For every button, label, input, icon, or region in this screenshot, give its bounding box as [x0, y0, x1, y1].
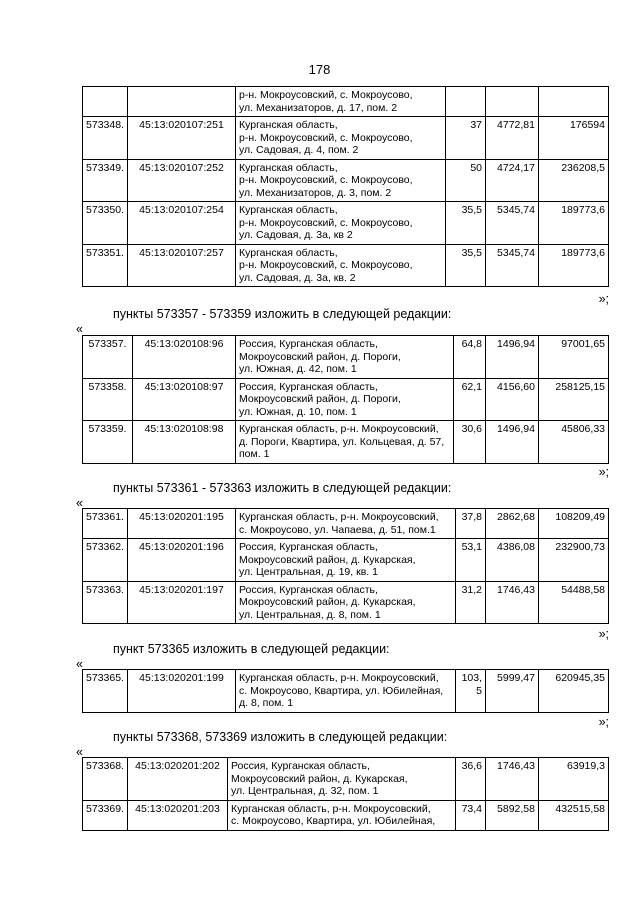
area-cell: 73,4: [456, 800, 486, 830]
rate-cell: 5345,74: [486, 202, 539, 245]
address-line: Курганская область,: [239, 246, 338, 259]
rate-cell: 1496,94: [486, 421, 539, 464]
cadastral-number-cell: 45:13:020108:98: [133, 421, 236, 464]
cadastral-number-cell: 45:13:020108:96: [133, 336, 236, 379]
rate-cell: 5892,58: [486, 800, 539, 830]
address-line: Мокроусовский район, д. Пороги,: [239, 393, 401, 405]
table-row: [83, 758, 609, 801]
area-cell: 35,5: [446, 244, 486, 287]
rate-cell: 1496,94: [486, 336, 539, 379]
rate-cell: [486, 87, 539, 117]
area-cell: 37,8: [456, 509, 486, 539]
table-row: [83, 202, 609, 245]
value-cell: 176594: [539, 117, 609, 160]
opening-quote-mark: «: [76, 322, 83, 336]
address-line: р-н. Мокроусовский, с. Мокроусово,: [239, 259, 413, 271]
address-line: Мокроусовский район, д. Кукарская,: [231, 772, 408, 785]
area-cell: 31,2: [456, 581, 486, 624]
table-row: [83, 244, 609, 287]
address-cell: [236, 378, 454, 421]
amendment-paragraph: пункты 573361 - 573363 изложить в следующей редакции:: [113, 481, 452, 495]
address-line: р-н. Мокроусовский, с. Мокроусово,: [239, 174, 413, 186]
opening-quote-mark: «: [76, 496, 83, 510]
address-line: Россия, Курганская область,: [239, 380, 378, 393]
register-table: [82, 669, 609, 713]
item-number-cell: 573365.: [83, 670, 128, 713]
table-row: [83, 800, 609, 830]
table-row: [83, 159, 609, 202]
closing-quote-mark: »;: [598, 292, 609, 306]
address-line: д. 8, пом. 1: [239, 697, 294, 709]
address-line: д. Пороги, Квартира, ул. Кольцевая, д. 57,: [239, 435, 445, 448]
item-number-cell: 573351.: [83, 244, 128, 287]
address-line: ул. Центральная, д. 8, пом. 1: [239, 608, 381, 621]
item-number-cell: 573361.: [83, 509, 128, 539]
closing-quote-mark: »;: [598, 465, 609, 479]
address-line: Курганская область, р-н. Мокроусовский,: [239, 672, 439, 684]
address-cell: [236, 244, 446, 287]
cadastral-number-cell: 45:13:020201:202: [128, 758, 228, 801]
address-line: р-н. Мокроусовский, с. Мокроусово,: [239, 89, 413, 101]
rate-cell: 2862,68: [486, 509, 539, 539]
opening-quote-mark: «: [76, 745, 83, 759]
area-cell: 35,5: [446, 202, 486, 245]
item-number-cell: 573369.: [83, 800, 128, 830]
address-line: ул. Центральная, д. 32, пом. 1: [231, 785, 379, 797]
address-line: Мокроусовский район, д. Кукарская,: [239, 553, 416, 566]
address-line: Мокроусовский район, д. Пороги,: [239, 350, 401, 363]
closing-quote-mark: »;: [598, 715, 609, 729]
cadastral-number-cell: [128, 87, 236, 117]
closing-quote-mark: »;: [598, 627, 609, 641]
register-table: [82, 757, 609, 831]
address-line: ул. Садовая, д. 3а, кв. 2: [239, 271, 356, 284]
address-cell: [236, 336, 454, 379]
rate-cell: 1746,43: [486, 758, 539, 801]
address-cell: [228, 758, 456, 801]
address-line: ул. Механизаторов, д. 3, пом. 2: [239, 186, 392, 199]
value-cell: 189773,6: [539, 244, 609, 287]
value-cell: 97001,65: [539, 336, 609, 379]
address-line: ул. Садовая, д. 4, пом. 2: [239, 144, 359, 156]
address-cell: [236, 421, 454, 464]
amendment-paragraph: пункт 573365 изложить в следующей редакции:: [113, 642, 390, 656]
table-row: [83, 509, 609, 539]
register-table: [82, 335, 609, 464]
cadastral-number-cell: 45:13:020201:195: [128, 509, 236, 539]
address-line: Россия, Курганская область,: [239, 583, 378, 596]
area-cell: [446, 87, 486, 117]
address-line: с. Мокроусово, Квартира, ул. Юбилейная,: [231, 815, 436, 827]
item-number-cell: 573368.: [83, 758, 128, 801]
address-line: ул. Южная, д. 42, пом. 1: [239, 363, 357, 375]
item-number-cell: [83, 87, 128, 117]
item-number-cell: 573349.: [83, 159, 128, 202]
area-cell: 103, 5: [456, 670, 486, 713]
table-row: [83, 581, 609, 624]
item-number-cell: 573348.: [83, 117, 128, 160]
area-cell: 62,1: [454, 378, 486, 421]
address-cell: [236, 159, 446, 202]
cadastral-number-cell: 45:13:020107:252: [128, 159, 236, 202]
address-line: Россия, Курганская область,: [239, 541, 378, 553]
cadastral-number-cell: 45:13:020201:203: [128, 800, 228, 830]
table-row: [83, 117, 609, 160]
value-cell: 63919,3: [539, 758, 609, 801]
register-table: [82, 86, 609, 287]
table-row: [83, 378, 609, 421]
register-table: [82, 508, 609, 624]
page-number: 178: [308, 62, 331, 77]
address-cell: [236, 509, 456, 539]
table-row: [83, 421, 609, 464]
value-cell: 258125,15: [539, 378, 609, 421]
cadastral-number-cell: 45:13:020201:196: [128, 539, 236, 582]
area-cell: 30,6: [454, 421, 486, 464]
cadastral-number-cell: 45:13:020201:199: [128, 670, 236, 713]
amendment-paragraph: пункты 573368, 573369 изложить в следующей редакции:: [113, 730, 448, 744]
area-cell: 53,1: [456, 539, 486, 582]
rate-cell: 4386,08: [486, 539, 539, 582]
amendment-paragraph: пункты 573357 - 573359 изложить в следующей редакции:: [113, 307, 452, 321]
address-cell: [236, 117, 446, 160]
cadastral-number-cell: 45:13:020201:197: [128, 581, 236, 624]
address-line: ул. Садовая, д. 3а, кв 2: [239, 229, 353, 241]
rate-cell: 1746,43: [486, 581, 539, 624]
cadastral-number-cell: 45:13:020107:257: [128, 244, 236, 287]
table-row: [83, 87, 609, 117]
rate-cell: 5345,74: [486, 244, 539, 287]
address-line: Мокроусовский район, д. Кукарская,: [239, 596, 416, 608]
area-cell: 64,8: [454, 336, 486, 379]
address-line: Курганская область,: [239, 161, 338, 174]
address-line: ул. Южная, д. 10, пом. 1: [239, 405, 357, 418]
value-cell: [539, 87, 609, 117]
address-cell: [236, 87, 446, 117]
address-cell: [236, 670, 456, 713]
address-cell: [236, 539, 456, 582]
opening-quote-mark: «: [76, 657, 83, 671]
value-cell: 620945,35: [539, 670, 609, 713]
rate-cell: 4156,60: [486, 378, 539, 421]
item-number-cell: 573357.: [83, 336, 133, 379]
rate-cell: 5999,47: [486, 670, 539, 713]
address-line: Курганская область, р-н. Мокроусовский,: [231, 802, 431, 815]
address-line: пом. 1: [239, 448, 270, 460]
table-row: [83, 336, 609, 379]
value-cell: 189773,6: [539, 202, 609, 245]
address-line: Россия, Курганская область,: [239, 338, 378, 350]
address-line: с. Мокроусово, Квартира, ул. Юбилейная,: [239, 684, 444, 697]
item-number-cell: 573350.: [83, 202, 128, 245]
address-cell: [236, 581, 456, 624]
rate-cell: 4724,17: [486, 159, 539, 202]
area-cell: 36,6: [456, 758, 486, 801]
address-line: Россия, Курганская область,: [231, 760, 370, 772]
rate-cell: 4772,81: [486, 117, 539, 160]
address-line: Курганская область, р-н. Мокроусовский,: [239, 423, 439, 435]
value-cell: 108209,49: [539, 509, 609, 539]
address-line: ул. Механизаторов, д. 17, пом. 2: [239, 101, 398, 114]
address-line: с. Мокроусово, ул. Чапаева, д. 51, пом.1: [239, 523, 436, 536]
cadastral-number-cell: 45:13:020107:254: [128, 202, 236, 245]
item-number-cell: 573358.: [83, 378, 133, 421]
address-line: Курганская область,: [239, 119, 338, 131]
address-cell: [228, 800, 456, 830]
value-cell: 54488,58: [539, 581, 609, 624]
cadastral-number-cell: 45:13:020107:251: [128, 117, 236, 160]
value-cell: 432515,58: [539, 800, 609, 830]
address-line: Курганская область, р-н. Мокроусовский,: [239, 511, 439, 523]
value-cell: 232900,73: [539, 539, 609, 582]
area-cell: 50: [446, 159, 486, 202]
item-number-cell: 573359.: [83, 421, 133, 464]
area-cell: 37: [446, 117, 486, 160]
address-line: р-н. Мокроусовский, с. Мокроусово,: [239, 131, 413, 144]
value-cell: 45806,33: [539, 421, 609, 464]
table-row: [83, 670, 609, 713]
item-number-cell: 573363.: [83, 581, 128, 624]
cadastral-number-cell: 45:13:020108:97: [133, 378, 236, 421]
address-line: р-н. Мокроусовский, с. Мокроусово,: [239, 216, 413, 229]
item-number-cell: 573362.: [83, 539, 128, 582]
value-cell: 236208,5: [539, 159, 609, 202]
address-line: ул. Центральная, д. 19, кв. 1: [239, 566, 378, 578]
address-line: Курганская область,: [239, 204, 338, 216]
address-cell: [236, 202, 446, 245]
table-row: [83, 539, 609, 582]
